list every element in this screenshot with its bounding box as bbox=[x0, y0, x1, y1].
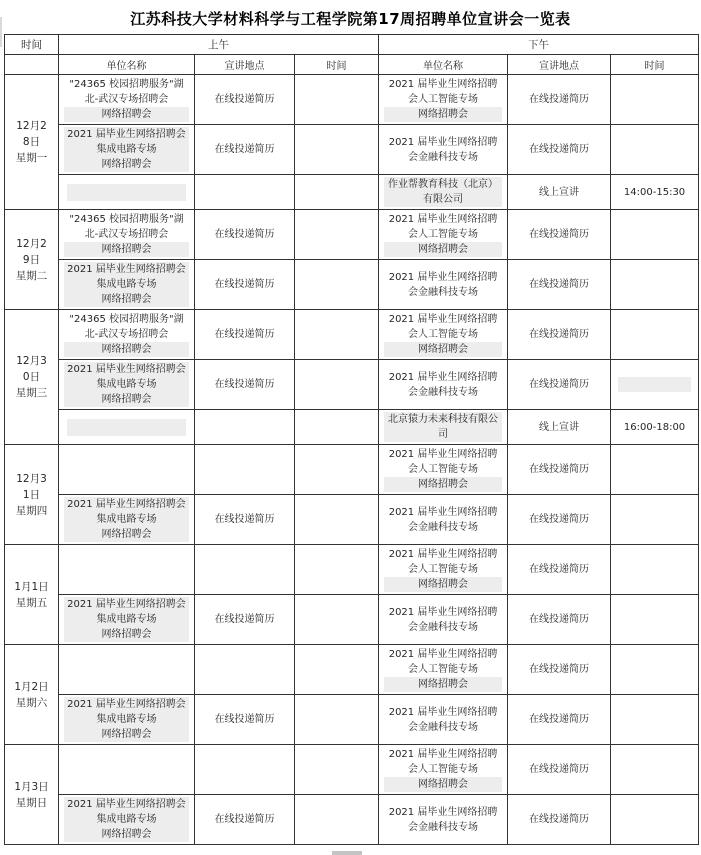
company-cell bbox=[59, 175, 195, 210]
time-cell bbox=[611, 495, 699, 545]
company-name: 2021 届毕业生网络招聘会人工智能专场 bbox=[388, 214, 498, 240]
location-cell bbox=[195, 445, 295, 495]
company-cell bbox=[379, 445, 508, 495]
company-name: 2021 届毕业生网络招聘会人工智能专场 bbox=[388, 314, 498, 340]
header-am-location: 宣讲地点 bbox=[195, 55, 295, 75]
company-name: 网络招聘会 bbox=[384, 677, 502, 692]
location-cell bbox=[195, 175, 295, 210]
location-cell: 在线投递简历 bbox=[508, 210, 611, 260]
company-name: 网络招聘会 bbox=[384, 577, 502, 592]
table-row bbox=[5, 125, 699, 175]
day-label: 1月3日 bbox=[14, 780, 49, 793]
company-name: 2021 届毕业生网络招聘会金融科技专场 bbox=[388, 271, 498, 298]
company-name: 网络招聘会 bbox=[64, 242, 189, 257]
time-cell bbox=[611, 445, 699, 495]
company-cell bbox=[379, 545, 508, 595]
shaded-placeholder bbox=[618, 377, 691, 392]
company-cell bbox=[379, 260, 508, 310]
table-row bbox=[5, 175, 699, 210]
header-empty bbox=[5, 55, 59, 75]
shaded-placeholder bbox=[67, 184, 186, 201]
table-row bbox=[5, 360, 699, 410]
company-cell bbox=[379, 495, 508, 545]
day-label: 1月1日 bbox=[14, 580, 49, 593]
company-name: 网络招聘会 bbox=[64, 827, 189, 842]
table-row bbox=[5, 260, 699, 310]
table-row bbox=[5, 545, 699, 595]
bottom-handle bbox=[332, 851, 362, 855]
weekday-label: 星期二 bbox=[15, 269, 48, 282]
location-cell: 在线投递简历 bbox=[195, 75, 295, 125]
table-row bbox=[5, 495, 699, 545]
weekday-label: 星期五 bbox=[15, 596, 48, 609]
location-cell: 在线投递简历 bbox=[195, 795, 295, 845]
company-name: "24365 校园招聘服务"湖北-武汉专场招聘会 bbox=[69, 79, 184, 105]
company-name: 2021 届毕业生网络招聘会人工智能专场 bbox=[388, 749, 498, 775]
time-cell bbox=[611, 795, 699, 845]
company-cell bbox=[59, 260, 195, 310]
time-cell bbox=[295, 495, 379, 545]
time-cell bbox=[295, 410, 379, 445]
time-cell bbox=[611, 545, 699, 595]
table-row bbox=[5, 695, 699, 745]
company-cell bbox=[59, 545, 195, 595]
company-cell bbox=[379, 645, 508, 695]
time-cell bbox=[295, 310, 379, 360]
company-cell bbox=[379, 175, 508, 210]
location-cell: 在线投递简历 bbox=[508, 260, 611, 310]
company-cell bbox=[379, 210, 508, 260]
time-cell bbox=[611, 310, 699, 360]
company-name: 网络招聘会 bbox=[64, 292, 189, 307]
company-cell bbox=[379, 745, 508, 795]
company-cell bbox=[379, 695, 508, 745]
company-cell bbox=[59, 75, 195, 125]
location-cell bbox=[195, 645, 295, 695]
day-cell bbox=[5, 210, 59, 310]
location-cell: 在线投递简历 bbox=[508, 695, 611, 745]
time-cell bbox=[611, 260, 699, 310]
company-name: 2021 届毕业生网络招聘会金融科技专场 bbox=[388, 371, 498, 398]
company-name: 2021 届毕业生网络招聘会金融科技专场 bbox=[388, 606, 498, 633]
location-cell: 在线投递简历 bbox=[195, 310, 295, 360]
company-name: 2021 届毕业生网络招聘会金融科技专场 bbox=[388, 706, 498, 733]
header-morning: 上午 bbox=[59, 35, 379, 55]
company-name: 2021 届毕业生网络招聘会人工智能专场 bbox=[388, 79, 498, 105]
company-name: 网络招聘会 bbox=[384, 242, 502, 257]
company-name: 2021 届毕业生网络招聘会人工智能专场 bbox=[388, 649, 498, 675]
day-label: 1月2日 bbox=[14, 680, 49, 693]
table-row bbox=[5, 75, 699, 125]
location-cell: 线上宣讲 bbox=[508, 410, 611, 445]
company-name: 北京猿力未来科技有限公司 bbox=[384, 412, 502, 442]
time-cell bbox=[611, 210, 699, 260]
company-name: 2021 届毕业生网络招聘会人工智能专场 bbox=[388, 449, 498, 475]
company-name: 网络招聘会 bbox=[384, 777, 502, 792]
company-name: 2021 届毕业生网络招聘会集成电路专场 bbox=[64, 497, 189, 527]
time-cell bbox=[295, 360, 379, 410]
location-cell: 在线投递简历 bbox=[508, 360, 611, 410]
left-edge-artifact bbox=[0, 17, 2, 47]
time-cell bbox=[295, 745, 379, 795]
company-cell bbox=[59, 795, 195, 845]
company-name: 2021 届毕业生网络招聘会集成电路专场 bbox=[64, 262, 189, 292]
location-cell: 在线投递简历 bbox=[195, 495, 295, 545]
company-cell bbox=[379, 595, 508, 645]
company-name: 网络招聘会 bbox=[64, 342, 189, 357]
time-cell bbox=[295, 175, 379, 210]
time-cell bbox=[295, 75, 379, 125]
company-cell bbox=[379, 310, 508, 360]
table-row bbox=[5, 410, 699, 445]
company-name: 2021 届毕业生网络招聘会金融科技专场 bbox=[388, 506, 498, 533]
location-cell: 在线投递简历 bbox=[195, 595, 295, 645]
location-cell: 在线投递简历 bbox=[195, 260, 295, 310]
header-am-time: 时间 bbox=[295, 55, 379, 75]
company-name: 网络招聘会 bbox=[384, 477, 502, 492]
location-cell: 在线投递简历 bbox=[508, 745, 611, 795]
schedule-table bbox=[4, 34, 699, 845]
day-cell bbox=[5, 75, 59, 210]
time-cell bbox=[295, 645, 379, 695]
company-name: "24365 校园招聘服务"湖北-武汉专场招聘会 bbox=[69, 214, 184, 240]
time-cell bbox=[611, 125, 699, 175]
location-cell: 在线投递简历 bbox=[508, 545, 611, 595]
time-cell bbox=[295, 260, 379, 310]
location-cell: 在线投递简历 bbox=[508, 495, 611, 545]
company-cell bbox=[379, 410, 508, 445]
day-label: 12月31日 bbox=[16, 472, 47, 501]
company-cell bbox=[59, 210, 195, 260]
time-cell bbox=[295, 125, 379, 175]
company-name: 作业帮教育科技（北京）有限公司 bbox=[384, 177, 502, 207]
table-row bbox=[5, 745, 699, 795]
header-am-company: 单位名称 bbox=[59, 55, 195, 75]
company-cell bbox=[59, 310, 195, 360]
table-row bbox=[5, 210, 699, 260]
day-cell bbox=[5, 645, 59, 745]
table-row bbox=[5, 445, 699, 495]
company-name: 网络招聘会 bbox=[64, 527, 189, 542]
location-cell bbox=[195, 410, 295, 445]
company-cell bbox=[59, 595, 195, 645]
company-cell bbox=[59, 695, 195, 745]
time-cell bbox=[295, 595, 379, 645]
company-cell bbox=[59, 645, 195, 695]
location-cell: 在线投递简历 bbox=[195, 360, 295, 410]
company-cell bbox=[59, 745, 195, 795]
weekday-label: 星期三 bbox=[15, 387, 48, 399]
weekday-label: 星期四 bbox=[15, 504, 48, 517]
company-name: 网络招聘会 bbox=[384, 107, 502, 122]
company-name: 网络招聘会 bbox=[64, 627, 189, 642]
time-cell bbox=[295, 445, 379, 495]
company-name: 网络招聘会 bbox=[384, 342, 502, 357]
weekday-label: 星期六 bbox=[15, 696, 48, 709]
page-title: 江苏科技大学材料科学与工程学院第17周招聘单位宣讲会一览表 bbox=[130, 10, 571, 28]
company-name: 2021 届毕业生网络招聘会集成电路专场 bbox=[64, 697, 189, 727]
location-cell: 在线投递简历 bbox=[508, 595, 611, 645]
time-cell bbox=[295, 695, 379, 745]
table-row bbox=[5, 310, 699, 360]
company-cell bbox=[379, 795, 508, 845]
time-cell bbox=[611, 745, 699, 795]
time-cell bbox=[611, 645, 699, 695]
table-row bbox=[5, 595, 699, 645]
time-cell bbox=[611, 695, 699, 745]
header-pm-location: 宣讲地点 bbox=[508, 55, 611, 75]
location-cell bbox=[195, 745, 295, 795]
location-cell: 在线投递简历 bbox=[508, 795, 611, 845]
time-cell bbox=[295, 795, 379, 845]
header-time-col: 时间 bbox=[5, 35, 59, 55]
day-cell bbox=[5, 310, 59, 445]
company-cell bbox=[379, 125, 508, 175]
time-cell bbox=[611, 75, 699, 125]
header-pm-time: 时间 bbox=[611, 55, 699, 75]
time-cell: 14:00-15:30 bbox=[611, 175, 699, 210]
location-cell: 在线投递简历 bbox=[195, 125, 295, 175]
header-row-sub bbox=[5, 55, 699, 75]
company-cell bbox=[59, 495, 195, 545]
location-cell: 在线投递简历 bbox=[508, 445, 611, 495]
time-cell: 16:00-18:00 bbox=[611, 410, 699, 445]
day-label: 12月28日 bbox=[16, 120, 47, 148]
company-cell bbox=[379, 360, 508, 410]
company-name: 2021 届毕业生网络招聘会金融科技专场 bbox=[388, 136, 498, 163]
day-cell bbox=[5, 545, 59, 645]
weekday-label: 星期一 bbox=[15, 152, 48, 164]
company-name: 网络招聘会 bbox=[64, 392, 189, 407]
company-cell bbox=[59, 125, 195, 175]
shaded-placeholder bbox=[67, 419, 186, 436]
company-name: 2021 届毕业生网络招聘会集成电路专场 bbox=[64, 362, 189, 392]
company-name: 2021 届毕业生网络招聘会人工智能专场 bbox=[388, 549, 498, 575]
time-cell bbox=[295, 210, 379, 260]
location-cell: 在线投递简历 bbox=[508, 645, 611, 695]
time-cell bbox=[611, 595, 699, 645]
header-pm-company: 单位名称 bbox=[379, 55, 508, 75]
company-name: 2021 届毕业生网络招聘会金融科技专场 bbox=[388, 806, 498, 833]
day-label: 12月29日 bbox=[16, 237, 47, 266]
table-row bbox=[5, 645, 699, 695]
company-name: 网络招聘会 bbox=[64, 727, 189, 742]
company-cell bbox=[59, 410, 195, 445]
location-cell: 在线投递简历 bbox=[508, 310, 611, 360]
header-afternoon: 下午 bbox=[379, 35, 699, 55]
company-name: 2021 届毕业生网络招聘会集成电路专场 bbox=[64, 597, 189, 627]
company-name: 网络招聘会 bbox=[64, 107, 189, 122]
schedule-body bbox=[5, 75, 699, 845]
location-cell: 线上宣讲 bbox=[508, 175, 611, 210]
time-cell bbox=[611, 360, 699, 410]
day-label: 12月30日 bbox=[16, 355, 47, 383]
company-name: 网络招聘会 bbox=[64, 157, 189, 172]
company-cell bbox=[59, 445, 195, 495]
location-cell: 在线投递简历 bbox=[195, 210, 295, 260]
company-name: 2021 届毕业生网络招聘会集成电路专场 bbox=[64, 127, 189, 157]
company-name: 2021 届毕业生网络招聘会集成电路专场 bbox=[64, 797, 189, 827]
table-row bbox=[5, 795, 699, 845]
location-cell: 在线投递简历 bbox=[508, 75, 611, 125]
location-cell: 在线投递简历 bbox=[508, 125, 611, 175]
day-cell bbox=[5, 445, 59, 545]
location-cell: 在线投递简历 bbox=[195, 695, 295, 745]
header-row-top bbox=[5, 35, 699, 55]
company-name: "24365 校园招聘服务"湖北-武汉专场招聘会 bbox=[69, 314, 184, 340]
day-cell bbox=[5, 745, 59, 845]
location-cell bbox=[195, 545, 295, 595]
company-cell bbox=[379, 75, 508, 125]
time-cell bbox=[295, 545, 379, 595]
weekday-label: 星期日 bbox=[15, 796, 48, 809]
company-cell bbox=[59, 360, 195, 410]
